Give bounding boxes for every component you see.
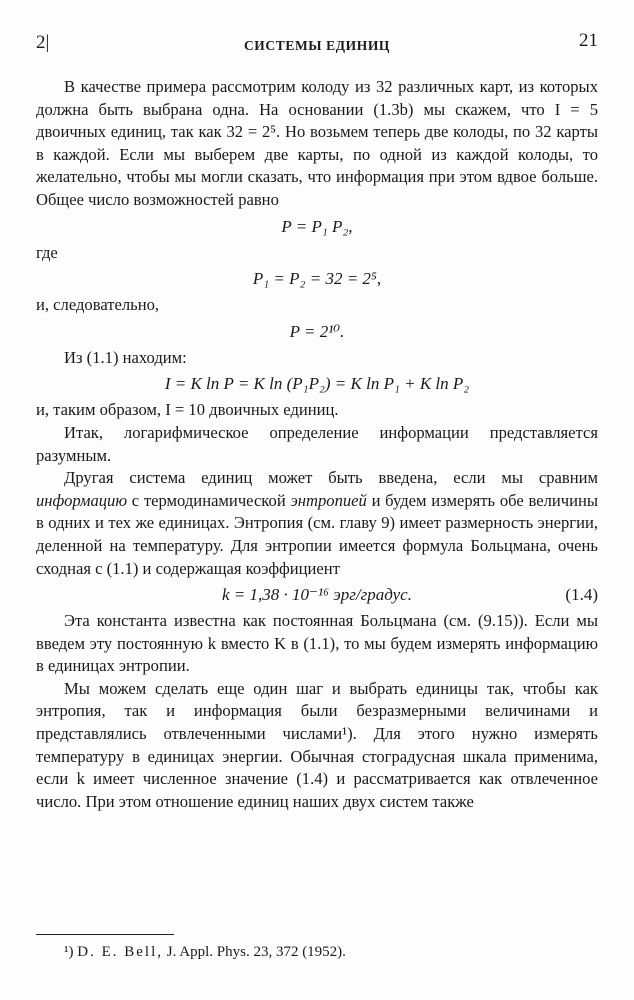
paragraph-entropy-units	[36, 467, 598, 580]
text-run: с термодинамической	[127, 490, 291, 510]
equation-boltzmann-constant	[36, 583, 598, 607]
paragraph-dimensionless-units: Мы можем сделать еще один шаг и выбрать единицы так, чтобы как энтропия, так и информация были безразмерными величинами и представлялись отвлеченными числами¹). Для этого нужно измерять температуру в единицах энергии. Обычная стоградусная шкала применима, если k имеет численное значение (1.4) и рассматривается как отвлеченное число. При этом отношение единиц наших двух систем также	[36, 678, 598, 811]
italic-term-information: информацию	[36, 490, 128, 510]
paragraph-from-1-1: Из (1.1) находим:	[64, 347, 187, 367]
footnote-rule	[36, 934, 174, 935]
equation-p-product: P = P₁ P₂,	[281, 216, 353, 236]
equation-information-log: I = K ln P = K ln (P₁P₂) = K ln P₁ + K ln P₂	[164, 374, 470, 394]
footnote-mark: ¹)	[64, 944, 74, 960]
equation-number: (1.4)	[565, 585, 598, 605]
italic-term-entropy: энтропией	[290, 490, 367, 510]
running-title: СИСТЕМЫ ЕДИНИЦ	[243, 38, 391, 53]
text-run: и будем измерять обе величины в одних и тех же единицах. Энтропия (см. главу 9) имеет размерность энергии, деленной на температуру. Для энтропии имеется формула Больцмана, очень сходная с (1.1) и содержащая коэффициент	[36, 490, 598, 578]
equation-p-power: P = 2¹⁰.	[289, 321, 345, 341]
footnote-citation: J. Appl. Phys. 23, 372 (1952).	[166, 944, 346, 960]
paragraph-consequently: и, следовательно,	[36, 295, 160, 315]
page-body	[36, 76, 598, 813]
equation-boltzmann-text: k = 1,38 · 10⁻¹⁶ эрг/градус.	[222, 585, 412, 605]
paragraph-where: где	[36, 242, 58, 262]
footnote-author: D. E. Bell,	[77, 944, 163, 960]
paragraph-thus: и, таким образом, I = 10 двоичных единиц.	[36, 400, 339, 420]
page-number: 21	[579, 30, 598, 51]
header-left-mark: 2|	[36, 32, 50, 53]
paragraph-deck-example: В качестве примера рассмотрим колоду из 32 различных карт, из которых должна быть выбрана одна. На основании (1.3b) мы скажем, что I = 5 двоичных единиц, так как 32 = 2⁵. Но возьмем теперь две колоды, по 32 карты в каждой. Если мы выберем две карты, по одной из каждой колоды, то желательно, чтобы мы могли сказать, что информация при этом вдвое больше. Общее число возможностей равно	[36, 77, 598, 209]
text-run: Другая система единиц может быть введена, если мы сравним	[64, 468, 598, 488]
running-header	[36, 30, 598, 60]
equation-p1-p2: P₁ = P₂ = 32 = 2⁵,	[252, 269, 382, 289]
paragraph-log-definition: Итак, логарифмическое определение информации представляется разумным.	[36, 422, 598, 465]
paragraph-boltzmann-constant: Эта константа известна как постоянная Больцмана (см. (9.15)). Если мы введем эту постоянную k вместо K в (1.1), то мы будем измерять информацию в единицах энтропии.	[36, 611, 598, 676]
footnote	[64, 942, 346, 962]
